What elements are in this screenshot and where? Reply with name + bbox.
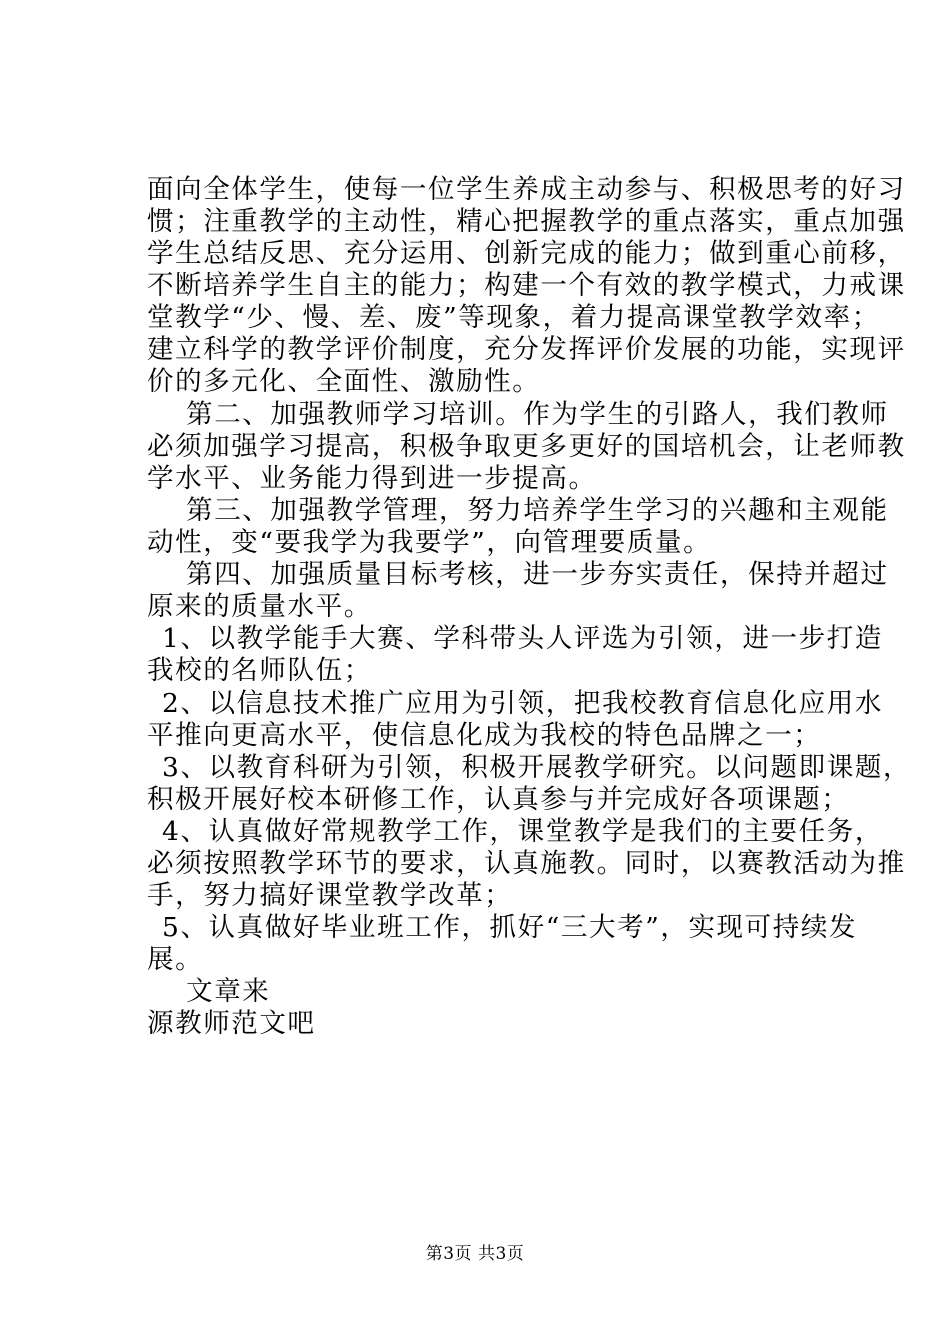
list-item-line: 1、以教学能手大赛、学科带头人评选为引领，进一步打造 — [162, 623, 883, 654]
list-item-line: 4、认真做好常规教学工作，课堂教学是我们的主要任务， — [162, 816, 883, 847]
text-line: 面向全体学生，使每一位学生养成主动参与、积极思考的好习 — [147, 174, 906, 205]
text-line: 建立科学的教学评价制度，充分发挥评价发展的功能，实现评 — [147, 334, 906, 365]
text-line: 我校的名师队伍； — [147, 655, 372, 686]
text-line: 必须加强学习提高，积极争取更多更好的国培机会，让老师教 — [147, 431, 906, 462]
text-line: 必须按照教学环节的要求，认真施教。同时，以赛教活动为推 — [147, 848, 906, 879]
text-line: 动性，变“要我学为我要学”，向管理要质量。 — [147, 527, 712, 558]
text-line: 源教师范文吧 — [147, 1008, 316, 1039]
list-item-line: 2、以信息技术推广应用为引领，把我校教育信息化应用水 — [162, 688, 883, 719]
text-line: 平推向更高水平，使信息化成为我校的特色品牌之一； — [147, 720, 822, 751]
text-line: 文章来 — [158, 976, 271, 1007]
text-line: 积极开展好校本研修工作，认真参与并完成好各项课题； — [147, 784, 850, 815]
text-line: 展。 — [147, 944, 204, 975]
list-item-line: 3、以教育科研为引领，积极开展教学研究。以问题即课题， — [162, 752, 912, 783]
text-line: 堂教学“少、慢、差、废”等现象，着力提高课堂教学效率； — [147, 302, 880, 333]
text-line: 不断培养学生自主的能力；构建一个有效的教学模式，力戒课 — [147, 270, 906, 301]
text-line: 手，努力搞好课堂教学改革； — [147, 880, 513, 911]
list-item-line: 5、认真做好毕业班工作，抓好“三大考”，实现可持续发 — [162, 912, 858, 943]
paragraph-line: 第二、加强教师学习培训。作为学生的引路人，我们教师 — [158, 399, 889, 430]
text-line: 价的多元化、全面性、激励性。 — [147, 366, 541, 397]
page-footer: 第3页 共3页 — [425, 1244, 525, 1264]
paragraph-line: 第三、加强教学管理，努力培养学生学习的兴趣和主观能 — [158, 495, 889, 526]
text-line: 原来的质量水平。 — [147, 591, 372, 622]
text-line: 学生总结反思、充分运用、创新完成的能力；做到重心前移， — [147, 238, 906, 269]
text-line: 惯；注重教学的主动性，精心把握教学的重点落实，重点加强 — [147, 206, 906, 237]
paragraph-line: 第四、加强质量目标考核，进一步夯实责任，保持并超过 — [158, 559, 889, 590]
text-line: 学水平、业务能力得到进一步提高。 — [147, 463, 597, 494]
